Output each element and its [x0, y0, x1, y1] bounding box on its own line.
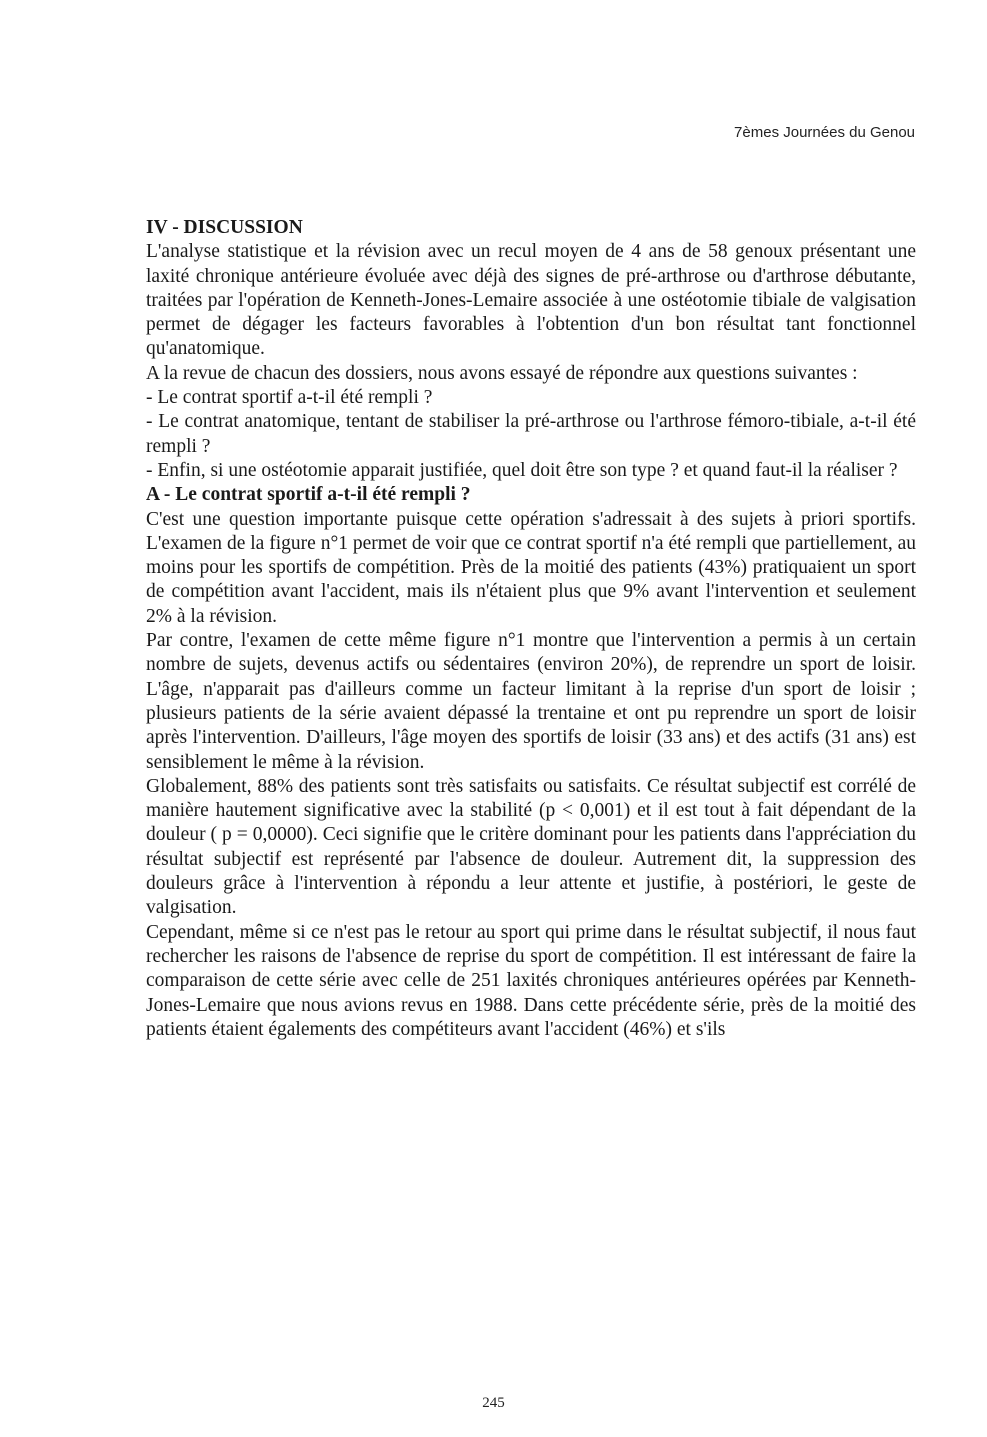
section-title: IV - DISCUSSION: [146, 217, 303, 238]
intro-paragraph: L'analyse statistique et la révision avec un recul moyen de 4 ans de 58 genoux présentant une laxité chronique antérieure évoluée avec déjà des signes de pré-arthrose ou d'arthrose débutante, traitées par l'opération de Kenneth-Jones-Lemaire associée à une ostéotomie tibiale de valgisation permet de dégager les facteurs favorables à l'obtention d'un bon résultat tant fonctionnel qu'anatomique.: [146, 241, 916, 360]
running-header: 7èmes Journées du Genou: [734, 124, 915, 141]
paragraph: C'est une question importante puisque cette opération s'adressait à des sujets à priori sportifs. L'examen de la figure n°1 permet de voir que ce contrat sportif n'a été rempli que partiellement, au moins pour les sportifs de compétition. Près de la moitié des patients (43%) pratiquaient un sport de compétition avant l'accident, mais ils n'étaient plus que 9% avant l'intervention et seulement 2% à la révision.: [146, 508, 916, 627]
document-body: [146, 216, 916, 1042]
question-item: - Le contrat anatomique, tentant de stabiliser la pré-arthrose ou l'arthrose fémoro-tibiale, a-t-il été rempli ?: [146, 411, 916, 457]
questions-intro: A la revue de chacun des dossiers, nous avons essayé de répondre aux questions suivantes :: [146, 362, 858, 384]
paragraph: Cependant, même si ce n'est pas le retour au sport qui prime dans le résultat subjectif, il nous faut rechercher les raisons de l'absence de reprise du sport de compétition. Il est intéressant de faire la comparaison de cette série avec celle de 251 laxités chroniques antérieures opérées par Kenneth-Jones-Lemaire que nous avions revus en 1988. Dans cette précédente série, près de la moitié des patients étaient égalements des compétiteurs avant l'accident (46%) et s'ils: [146, 921, 916, 1040]
paragraph: Globalement, 88% des patients sont très satisfaits ou satisfaits. Ce résultat subjectif est corrélé de manière hautement significative avec la stabilité (p < 0,001) et il est tout à fait dépendant de la douleur ( p = 0,0000). Ceci signifie que le critère dominant pour les patients dans l'appréciation du résultat subjectif est représenté par l'absence de douleur. Autrement dit, la suppression des douleurs grâce à l'intervention à répondu a leur attente et justifie, à postériori, le geste de valgisation.: [146, 775, 916, 919]
paragraph: Par contre, l'examen de cette même figure n°1 montre que l'intervention a permis à un certain nombre de sujets, devenus actifs ou sédentaires (environ 20%), de reprendre un sport de loisir. L'âge, n'apparait pas d'ailleurs comme un facteur limitant à la reprise d'un sport de loisir ; plusieurs patients de la série avaient dépassé la trentaine et ont pu reprendre un sport de loisir après l'intervention. D'ailleurs, l'âge moyen des sportifs de loisir (33 ans) et des actifs (31 ans) est sensiblement le même à la révision.: [146, 630, 916, 773]
question-item: - Enfin, si une ostéotomie apparait justifiée, quel doit être son type ? et quand faut-il la réaliser ?: [146, 459, 898, 481]
question-item: - Le contrat sportif a-t-il été rempli ?: [146, 387, 433, 409]
subsection-title: A - Le contrat sportif a-t-il été rempli ?: [146, 484, 471, 506]
page-number: 245: [482, 1395, 505, 1411]
